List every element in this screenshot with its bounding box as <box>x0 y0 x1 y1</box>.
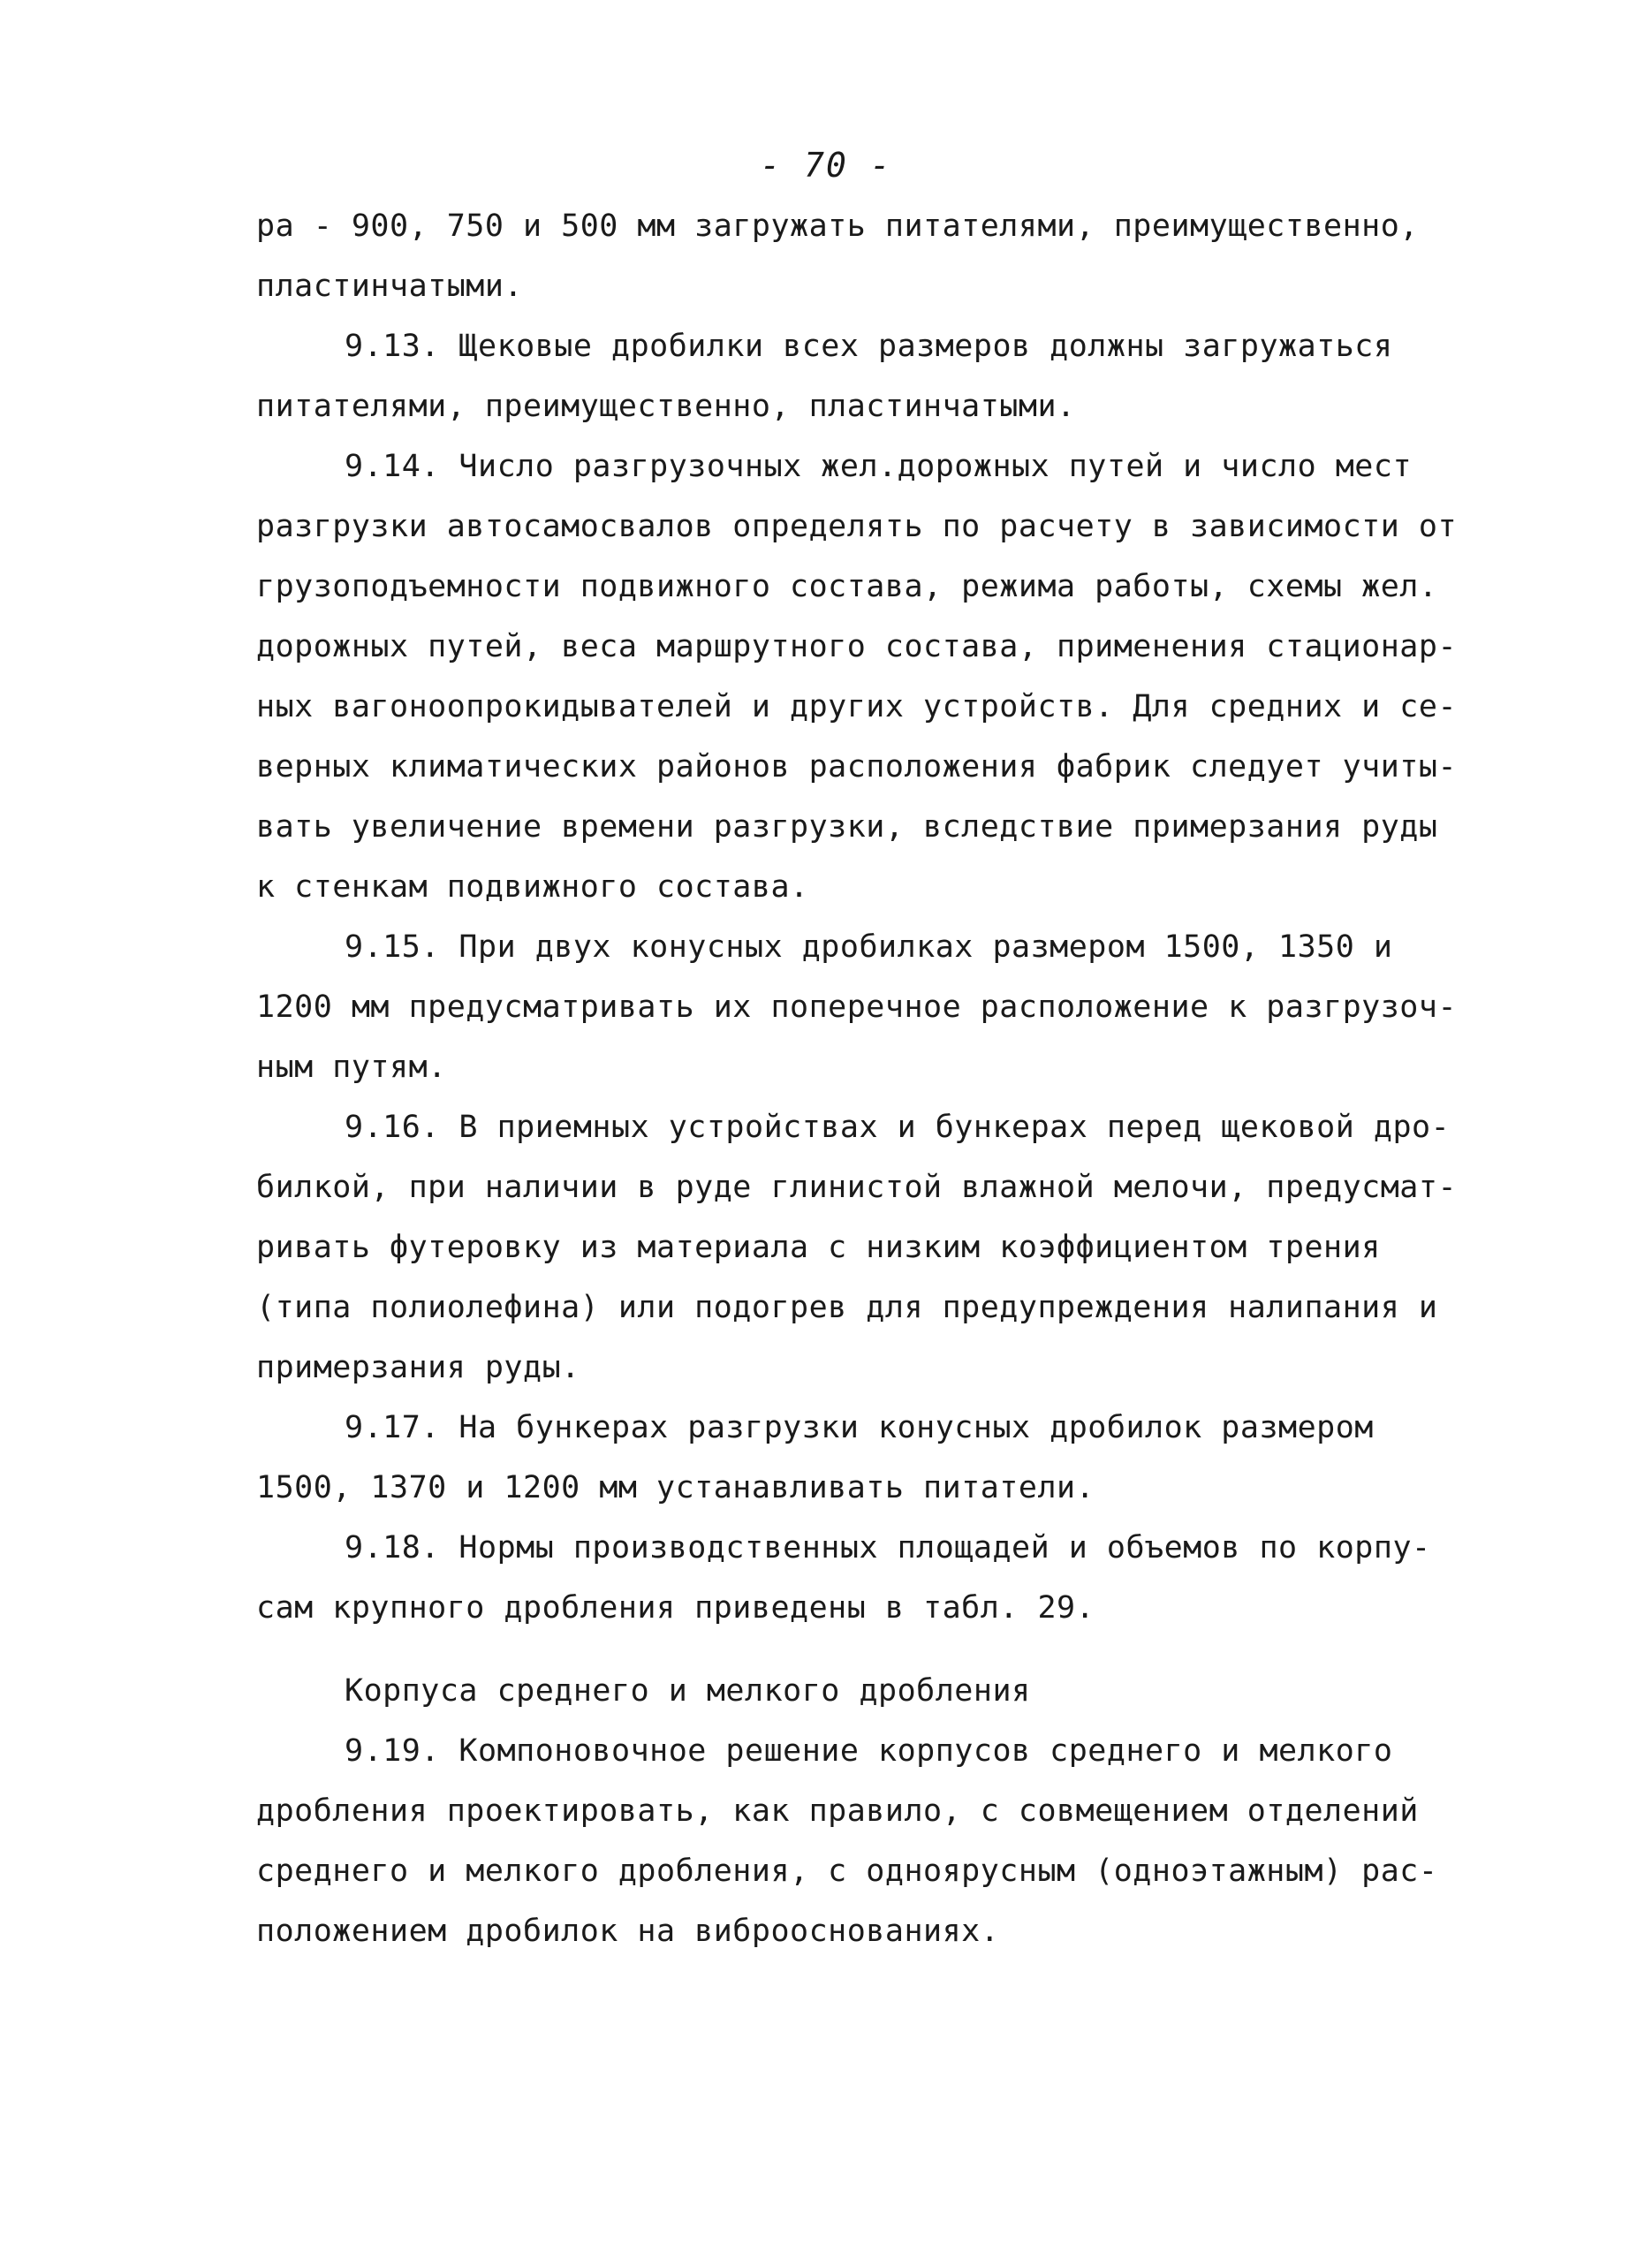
page-number: - 70 - <box>760 146 892 185</box>
text-line: примерзания руды. <box>256 1350 580 1385</box>
text-line: питателями, преимущественно, пластинчатыми. <box>256 389 1076 424</box>
text-line: билкой, при наличии в руде глинистой влажной мелочи, предусмат- <box>256 1170 1458 1205</box>
paragraph-start: 9.13. Щековые дробилки всех размеров должны загружаться <box>345 329 1393 364</box>
paragraph-start: 9.19. Компоновочное решение корпусов среднего и мелкого <box>345 1733 1393 1769</box>
text-line: верных климатических районов расположения фабрик следует учиты- <box>256 749 1458 785</box>
text-line: положением дробилок на виброоснованиях. <box>256 1914 1000 1949</box>
text-line: (типа полиолефина) или подогрев для предупреждения налипания и <box>256 1290 1438 1325</box>
text-line: 1500, 1370 и 1200 мм устанавливать питатели. <box>256 1470 1095 1505</box>
text-line: 1200 мм предусматривать их поперечное расположение к разгрузоч- <box>256 989 1458 1025</box>
text-line: ных вагоноопрокидывателей и других устройств. Для средних и се- <box>256 689 1458 724</box>
text-line: среднего и мелкого дробления, с одноярусным (одноэтажным) рас- <box>256 1854 1438 1889</box>
text-line: вать увеличение времени разгрузки, вследствие примерзания руды <box>256 809 1438 845</box>
text-line: дробления проектировать, как правило, с совмещением отделений <box>256 1793 1419 1829</box>
section-heading: Корпуса среднего и мелкого дробления <box>345 1673 1031 1709</box>
text-line: ра - 900, 750 и 500 мм загружать питателями, преимущественно, <box>256 208 1419 244</box>
text-line: к стенкам подвижного состава. <box>256 869 809 905</box>
paragraph-start: 9.14. Число разгрузочных жел.дорожных путей и число мест <box>345 449 1413 484</box>
text-line: ривать футеровку из материала с низким коэффициентом трения <box>256 1230 1381 1265</box>
paragraph-start: 9.16. В приемных устройствах и бункерах перед щековой дро- <box>345 1110 1451 1145</box>
text-line: сам крупного дробления приведены в табл. 29. <box>256 1590 1095 1626</box>
paragraph-start: 9.15. При двух конусных дробилках размером 1500, 1350 и <box>345 929 1393 965</box>
text-line: ным путям. <box>256 1050 447 1085</box>
text-line: разгрузки автосамосвалов определять по расчету в зависимости от <box>256 509 1458 544</box>
paragraph-start: 9.18. Нормы производственных площадей и объемов по корпу- <box>345 1530 1431 1565</box>
text-line: пластинчатыми. <box>256 269 524 304</box>
paragraph-start: 9.17. На бункерах разгрузки конусных дробилок размером <box>345 1410 1374 1445</box>
text-line: дорожных путей, веса маршрутного состава, применения стационар- <box>256 629 1458 664</box>
text-line: грузоподъемности подвижного состава, режима работы, схемы жел. <box>256 569 1438 604</box>
